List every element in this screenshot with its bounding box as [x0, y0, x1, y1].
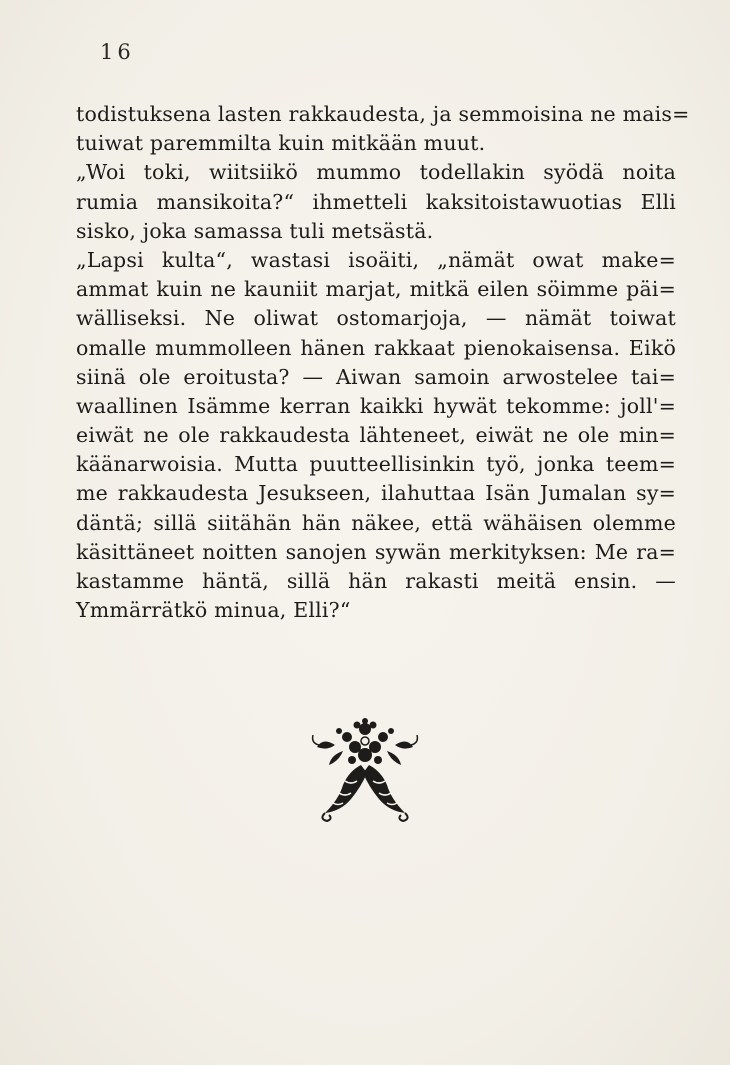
- text-line: me rakkaudesta Jesukseen, ilahuttaa Isän Jumalan sy=: [76, 481, 676, 506]
- text-line: käänarwoisia. Mutta puutteellisinkin työ, jonka teem=: [76, 452, 676, 477]
- text-line: Ymmärrätkö minua, Elli?“: [76, 598, 351, 623]
- text-line: däntä; sillä siitähän hän näkee, että wähäisen olemme: [76, 510, 676, 535]
- page-number: 16: [100, 40, 135, 64]
- text-line: omalle mummolleen hänen rakkaat pienokaisensa. Eikö: [76, 335, 676, 360]
- floral-cornucopia-ornament-icon: [305, 715, 425, 825]
- text-line: eiwät ne ole rakkaudesta lähteneet, eiwät ne ole min=: [76, 423, 676, 448]
- text-line: kastamme häntä, sillä hän rakasti meitä ensin. —: [76, 569, 676, 593]
- text-line: käsittäneet noitten sanojen sywän merkityksen: Me ra=: [76, 539, 676, 564]
- text-line: rumia mansikoita?“ ihmetteli kaksitoistawuotias Elli: [76, 189, 676, 214]
- text-line: „Woi toki, wiitsiikö mummo todellakin syödä noita: [76, 160, 676, 185]
- text-line: todistuksena lasten rakkaudesta, ja semmoisina ne mais=: [76, 102, 690, 126]
- text-line: siinä ole eroitusta? — Aiwan samoin arwostelee tai=: [76, 364, 676, 389]
- text-line: waallinen Isämme kerran kaikki hywät tekomme: joll'=: [76, 393, 676, 418]
- text-line: wälliseksi. Ne oliwat ostomarjoja, — nämät toiwat: [76, 306, 676, 331]
- text-line: „Lapsi kulta“, wastasi isoäiti, „nämät owat make=: [76, 247, 676, 272]
- text-line: ammat kuin ne kauniit marjat, mitkä eilen söimme päi=: [76, 277, 676, 302]
- text-line: tuiwat paremmilta kuin mitkään muut.: [76, 131, 486, 156]
- text-line: sisko, joka samassa tuli metsästä.: [76, 218, 434, 243]
- body-text: [76, 100, 690, 625]
